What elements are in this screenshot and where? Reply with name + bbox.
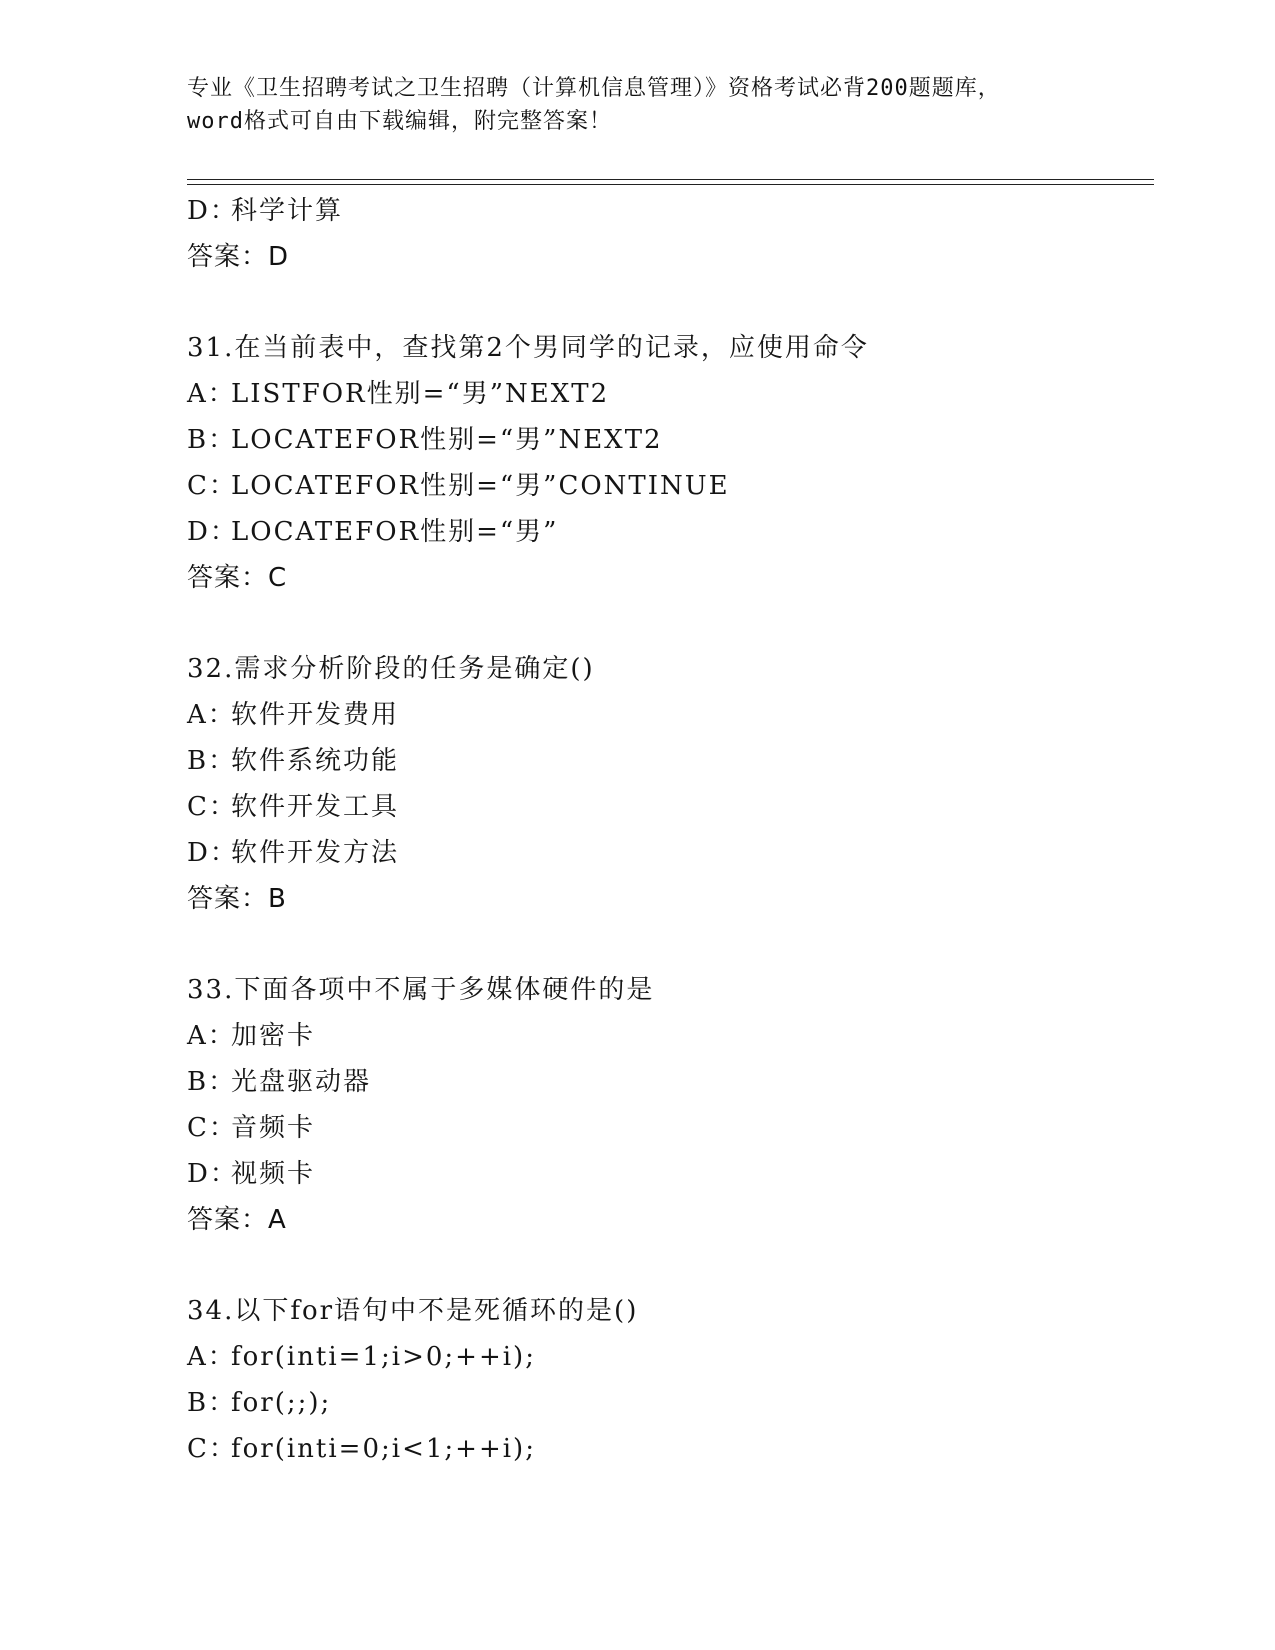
option-text: for(;;);: [231, 1388, 332, 1418]
option-text: LOCATEFOR性别=“男”CONTINUE: [231, 471, 730, 501]
option-key: C：: [187, 1434, 237, 1464]
question-33: 33.下面各项中不属于多媒体硬件的是: [187, 975, 655, 1005]
option-key: C：: [187, 792, 237, 822]
option-key: C：: [187, 1113, 237, 1143]
option-text: 软件系统功能: [231, 746, 400, 776]
spacer: [187, 280, 1147, 325]
option-text: 软件开发工具: [231, 792, 400, 822]
option-a: [187, 1013, 1147, 1059]
header-title-line-2: word格式可自由下载编辑，附完整答案！: [187, 109, 612, 134]
option-key: B：: [187, 746, 237, 776]
option-key: A：: [187, 1021, 236, 1051]
option-a: [187, 371, 1147, 417]
option-text: for(inti=1;i>0;++i);: [231, 1342, 536, 1372]
answer-label: 答案：: [187, 563, 269, 593]
option-c: [187, 1426, 1147, 1472]
answer-label: 答案：: [187, 242, 269, 272]
answer-value: D: [268, 242, 290, 272]
answer-value: A: [268, 1205, 287, 1235]
option-text: 光盘驱动器: [231, 1067, 372, 1097]
option-c: [187, 1105, 1147, 1151]
answer-value: B: [268, 884, 287, 914]
option-text: 加密卡: [231, 1021, 316, 1051]
spacer: [187, 1243, 1147, 1288]
option-text: 音频卡: [231, 1113, 316, 1143]
option-text: 视频卡: [231, 1159, 316, 1189]
answer-label: 答案：: [187, 884, 269, 914]
answer-line: [187, 555, 1147, 601]
option-d: [187, 1151, 1147, 1197]
option-c: [187, 784, 1147, 830]
option-text: 软件开发方法: [231, 838, 400, 868]
option-key: B：: [187, 1067, 237, 1097]
answer-label: 答案：: [187, 1205, 269, 1235]
option-key: A：: [187, 1342, 236, 1372]
answer-line: [187, 234, 1147, 280]
option-b: [187, 738, 1147, 784]
header-title-line-1: 专业《卫生招聘考试之卫生招聘（计算机信息管理）》资格考试必背200题题库，: [187, 76, 1001, 101]
option-a: [187, 1334, 1147, 1380]
option-key: D：: [187, 1159, 238, 1189]
option-text: 科学计算: [231, 196, 344, 226]
option-text: LOCATEFOR性别=“男”NEXT2: [231, 425, 663, 455]
document-header: [187, 72, 1087, 138]
option-text: LISTFOR性别=“男”NEXT2: [231, 379, 610, 409]
option-text: 软件开发费用: [231, 700, 400, 730]
header-divider-bottom: [187, 184, 1154, 185]
question-list: [187, 188, 1147, 1472]
option-d: [187, 830, 1147, 876]
option-key: D：: [187, 517, 238, 547]
question-34: 34.以下for语句中不是死循环的是(): [187, 1296, 639, 1326]
answer-line: [187, 1197, 1147, 1243]
spacer: [187, 601, 1147, 646]
option-key: A：: [187, 700, 236, 730]
header-divider-top: [187, 179, 1154, 180]
spacer: [187, 922, 1147, 967]
option-key: A：: [187, 379, 236, 409]
answer-value: C: [268, 563, 288, 593]
question-31: 31.在当前表中，查找第2个男同学的记录，应使用命令: [187, 333, 869, 363]
option-d: [187, 188, 1147, 234]
option-key: B：: [187, 1388, 237, 1418]
option-key: C：: [187, 471, 237, 501]
option-b: [187, 1380, 1147, 1426]
option-d: [187, 509, 1147, 555]
answer-line: [187, 876, 1147, 922]
option-b: [187, 417, 1147, 463]
option-key: D：: [187, 838, 238, 868]
option-key: D：: [187, 196, 238, 226]
option-b: [187, 1059, 1147, 1105]
option-text: for(inti=0;i<1;++i);: [231, 1434, 536, 1464]
question-32: 32.需求分析阶段的任务是确定(): [187, 654, 595, 684]
option-a: [187, 692, 1147, 738]
option-text: LOCATEFOR性别=“男”: [231, 517, 559, 547]
option-c: [187, 463, 1147, 509]
option-key: B：: [187, 425, 237, 455]
